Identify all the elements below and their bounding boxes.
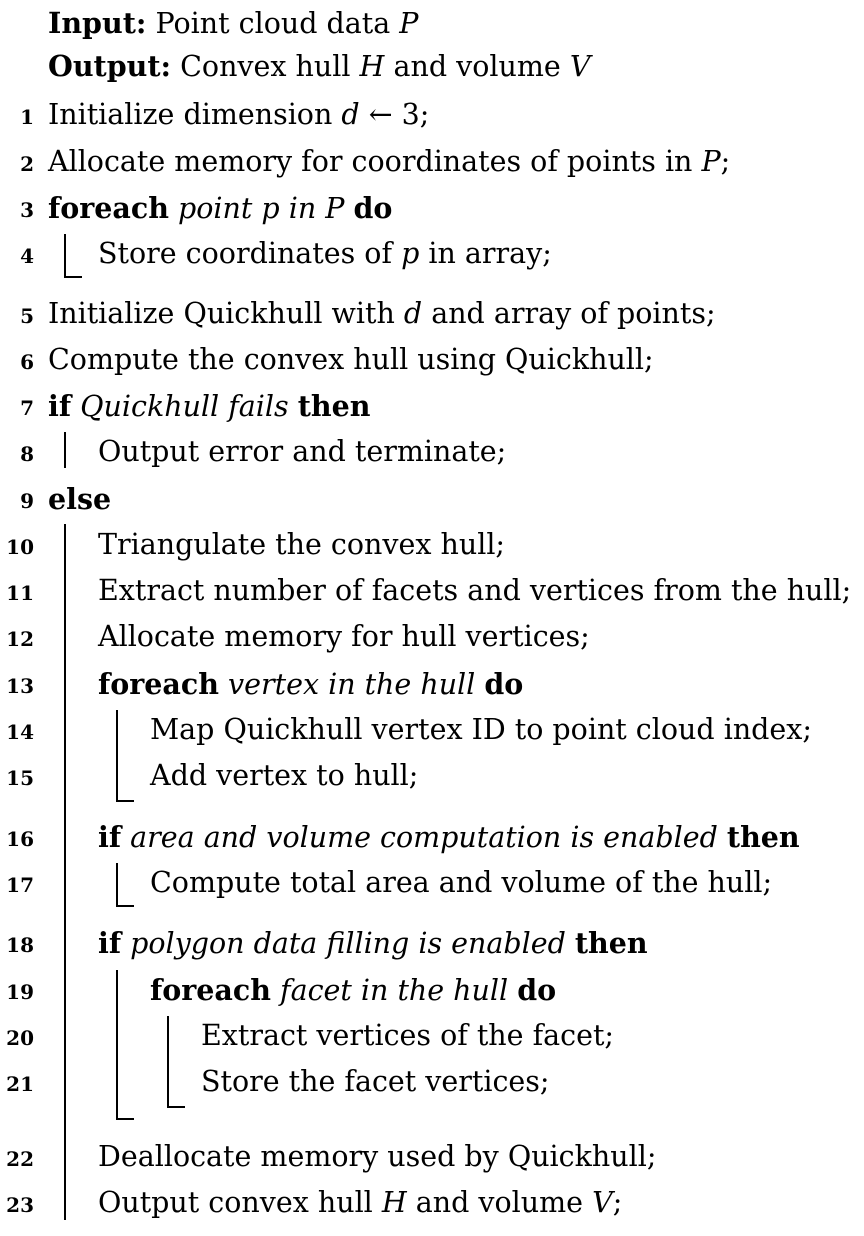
statement-text xyxy=(475,668,484,701)
math-or-condition: p xyxy=(401,237,420,270)
line-text xyxy=(201,1013,614,1059)
line-text xyxy=(98,814,800,861)
output-text-2: and volume xyxy=(393,50,561,83)
keyword: if xyxy=(98,820,122,854)
keyword: then xyxy=(574,926,648,960)
keyword: then xyxy=(726,820,800,854)
line-text xyxy=(150,707,812,753)
algorithm-line xyxy=(0,614,864,660)
line-number: 14 xyxy=(6,720,34,744)
algorithm-line xyxy=(0,661,864,707)
statement-text: Initialize Quickhull with xyxy=(48,297,404,330)
statement-text: Compute the convex hull using Quickhull; xyxy=(48,343,654,376)
line-text xyxy=(48,383,370,430)
line-number: 8 xyxy=(20,442,34,466)
keyword: then xyxy=(297,389,371,423)
foreach-block-rule xyxy=(167,1016,185,1108)
keyword: if xyxy=(98,926,122,960)
statement-text: and volume xyxy=(406,1186,593,1219)
line-number: 20 xyxy=(6,1026,34,1050)
line-number: 12 xyxy=(6,627,34,651)
keyword: do xyxy=(517,973,557,1007)
math-or-condition: polygon data filling is enabled xyxy=(130,927,566,960)
statement-text xyxy=(169,192,178,225)
statement-text xyxy=(121,927,130,960)
line-text xyxy=(48,291,716,337)
algorithm-line xyxy=(0,429,864,475)
algorithm-line xyxy=(0,383,864,429)
line-text xyxy=(48,337,654,383)
line-text xyxy=(201,1059,550,1105)
foreach-block-rule xyxy=(116,710,134,802)
statement-text: Extract vertices of the facet; xyxy=(201,1019,615,1052)
keyword: do xyxy=(353,191,393,225)
if-block-rule xyxy=(64,432,66,468)
line-number: 22 xyxy=(6,1147,34,1171)
input-variable: P xyxy=(399,7,419,40)
statement-text: Compute total area and volume of the hull; xyxy=(150,866,773,899)
statement-text xyxy=(344,192,353,225)
line-number: 11 xyxy=(6,581,34,605)
input-line xyxy=(0,0,864,46)
algorithm-line xyxy=(0,185,864,231)
statement-text xyxy=(508,974,517,1007)
math-or-condition: facet in the hull xyxy=(280,974,509,1007)
if-block-rule xyxy=(116,863,134,907)
line-number: 23 xyxy=(6,1193,34,1217)
statement-text: and array of points; xyxy=(422,297,716,330)
algorithm-line xyxy=(0,1134,864,1180)
keyword: foreach xyxy=(48,191,169,225)
line-number: 18 xyxy=(6,933,34,957)
line-text xyxy=(98,614,590,660)
statement-text: Initialize dimension xyxy=(48,98,342,131)
statement-text: ; xyxy=(720,145,731,178)
math-or-condition: d xyxy=(341,98,360,131)
line-text xyxy=(98,429,506,475)
line-text xyxy=(48,92,429,138)
statement-text: Map Quickhull vertex ID to point cloud index; xyxy=(150,713,812,746)
algorithm-line xyxy=(0,476,864,522)
algorithm-line xyxy=(0,231,864,277)
statement-text: Extract number of facets and vertices from the hull; xyxy=(98,574,852,607)
statement-text: in array; xyxy=(419,237,552,270)
statement-text xyxy=(566,927,575,960)
algorithm-line xyxy=(0,568,864,614)
output-line xyxy=(0,43,864,89)
output-variable-h: H xyxy=(359,50,385,83)
keyword: foreach xyxy=(98,667,219,701)
output-variable-v: V xyxy=(569,50,591,83)
line-number: 5 xyxy=(20,304,34,328)
line-number: 21 xyxy=(6,1072,34,1096)
line-number: 6 xyxy=(20,350,34,374)
line-text xyxy=(48,185,392,232)
algorithm-line xyxy=(0,92,864,138)
line-text xyxy=(98,920,648,967)
foreach-block-rule xyxy=(64,234,82,278)
statement-text xyxy=(718,821,727,854)
output-label: Output: xyxy=(48,49,172,83)
line-text xyxy=(98,231,552,277)
line-number: 7 xyxy=(20,396,34,420)
line-text xyxy=(98,568,851,614)
statement-text xyxy=(71,390,80,423)
line-text xyxy=(98,661,523,708)
line-number: 1 xyxy=(20,105,34,129)
line-text xyxy=(98,1180,622,1226)
statement-text xyxy=(121,821,130,854)
if-block-rule xyxy=(116,970,134,1120)
line-number: 3 xyxy=(20,198,34,222)
math-or-condition: area and volume computation is enabled xyxy=(130,821,718,854)
statement-text: Allocate memory for coordinates of points in xyxy=(48,145,702,178)
algorithm-line xyxy=(0,139,864,185)
math-or-condition: P xyxy=(701,145,721,178)
math-or-condition: vertex in the hull xyxy=(228,668,476,701)
line-number: 16 xyxy=(6,827,34,851)
else-block-rule xyxy=(64,524,66,1220)
math-or-condition: point p in P xyxy=(178,192,345,225)
line-text xyxy=(150,860,772,906)
line-number: 13 xyxy=(6,674,34,698)
algorithm-line xyxy=(0,291,864,337)
line-text xyxy=(98,522,505,568)
statement-text xyxy=(289,390,298,423)
keyword: else xyxy=(48,482,112,516)
line-text xyxy=(98,1134,656,1180)
algorithm-line xyxy=(0,522,864,568)
line-number: 10 xyxy=(6,535,34,559)
line-number: 19 xyxy=(6,980,34,1004)
statement-text xyxy=(219,668,228,701)
algorithm-line xyxy=(0,814,864,860)
statement-text: Triangulate the convex hull; xyxy=(98,528,506,561)
statement-text xyxy=(271,974,280,1007)
statement-text: Output convex hull xyxy=(98,1186,382,1219)
math-or-condition: d xyxy=(403,297,423,330)
algorithm-line xyxy=(0,1180,864,1226)
line-number: 9 xyxy=(20,489,34,513)
input-label: Input: xyxy=(48,6,147,40)
line-number: 4 xyxy=(20,244,34,268)
keyword: foreach xyxy=(150,973,271,1007)
algorithm-line xyxy=(0,337,864,383)
algorithm-line xyxy=(0,920,864,966)
math-or-condition: H xyxy=(381,1186,407,1219)
keyword: do xyxy=(484,667,524,701)
math-or-condition: Quickhull fails xyxy=(80,390,289,423)
line-text xyxy=(48,476,111,523)
line-text xyxy=(48,139,730,185)
statement-text: ← 3; xyxy=(359,98,430,131)
statement-text: Add vertex to hull; xyxy=(150,759,419,792)
statement-text: Deallocate memory used by Quickhull; xyxy=(98,1140,657,1173)
statement-text: Allocate memory for hull vertices; xyxy=(98,620,590,653)
statement-text: Output error and terminate; xyxy=(98,435,507,468)
line-number: 2 xyxy=(20,152,34,176)
input-text: Point cloud data xyxy=(155,7,391,40)
line-text xyxy=(150,753,418,799)
output-text-1: Convex hull xyxy=(180,50,351,83)
keyword: if xyxy=(48,389,72,423)
statement-text: ; xyxy=(612,1186,623,1219)
statement-text: Store the facet vertices; xyxy=(201,1065,550,1098)
line-number: 17 xyxy=(6,873,34,897)
line-text xyxy=(150,967,556,1014)
math-or-condition: V xyxy=(592,1186,613,1219)
line-number: 15 xyxy=(6,766,34,790)
statement-text: Store coordinates of xyxy=(98,237,402,270)
